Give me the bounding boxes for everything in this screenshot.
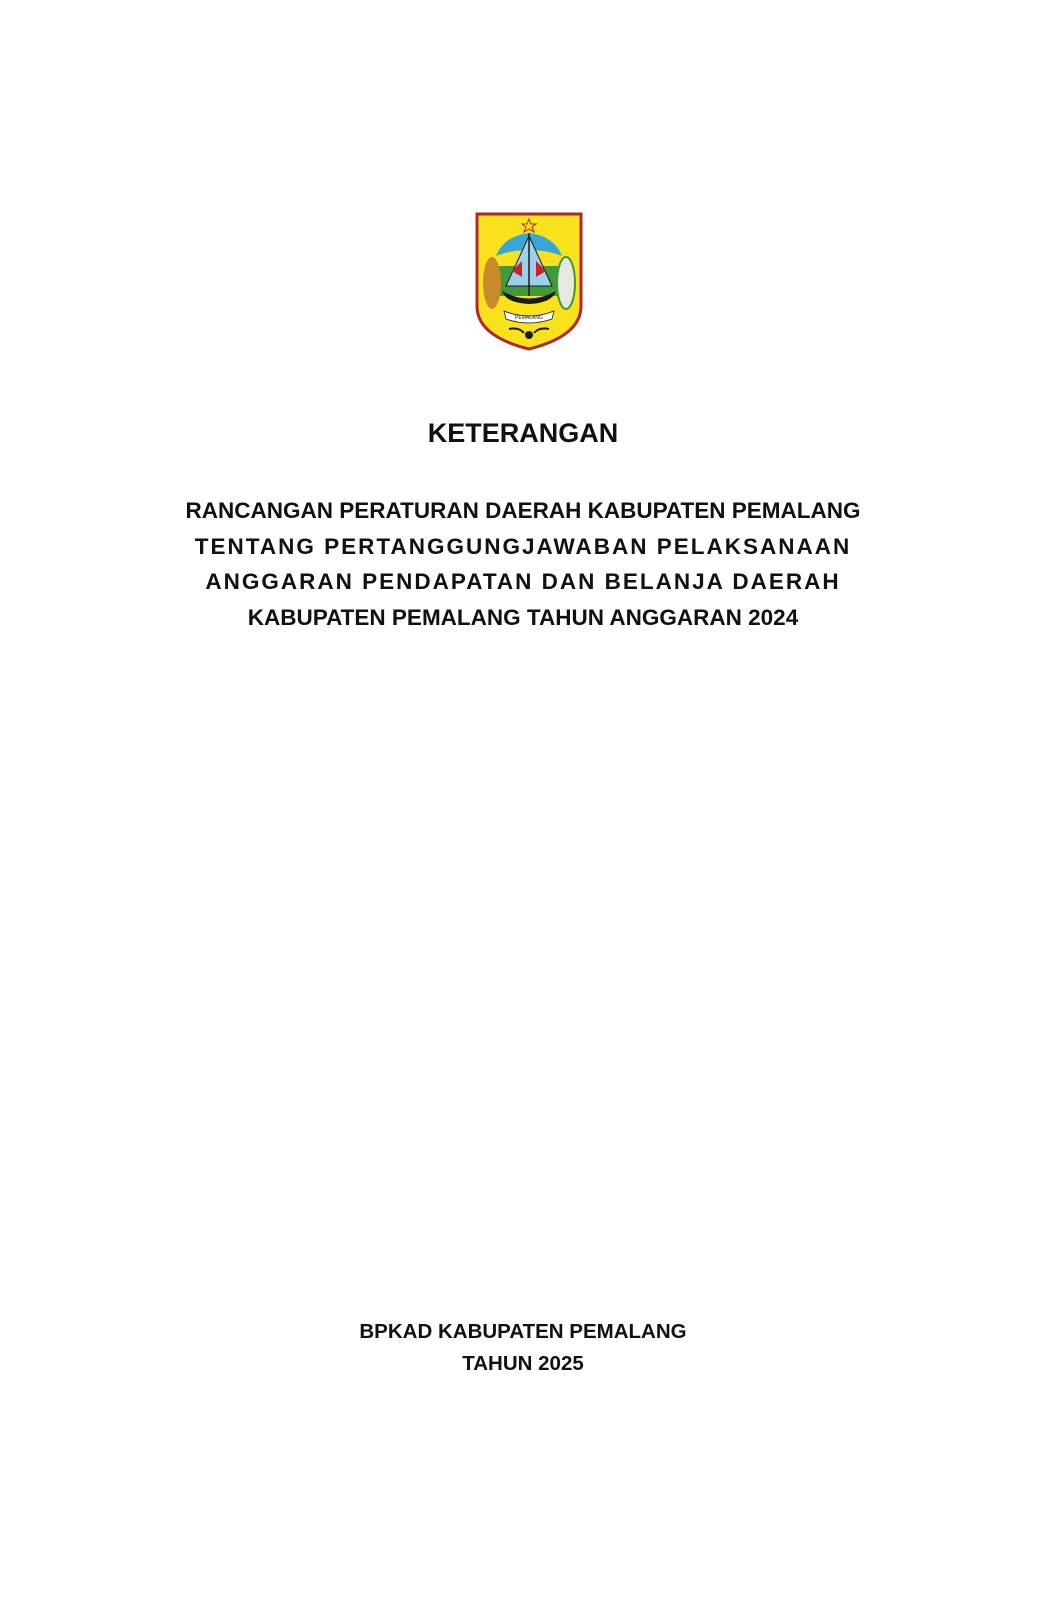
document-heading: KETERANGAN — [427, 418, 619, 448]
title-line: KABUPATEN PEMALANG TAHUN ANGGARAN 2024 — [247, 604, 799, 630]
document-year: TAHUN 2025 — [462, 1352, 584, 1375]
logo-ribbon-text: PEMALANG — [515, 315, 543, 321]
title-line: ANGGARAN PENDAPATAN DAN BELANJA DAERAH — [205, 569, 841, 594]
document-title — [0, 493, 1046, 635]
title-line: RANCANGAN PERATURAN DAERAH KABUPATEN PEMALANG — [185, 498, 861, 523]
regency-coat-of-arms-logo — [474, 211, 584, 351]
issuer-name: BPKAD KABUPATEN PEMALANG — [359, 1320, 687, 1343]
document-footer — [0, 1316, 1046, 1380]
title-line: TENTANG PERTANGGUNGJAWABAN PELAKSANAAN — [194, 533, 852, 559]
